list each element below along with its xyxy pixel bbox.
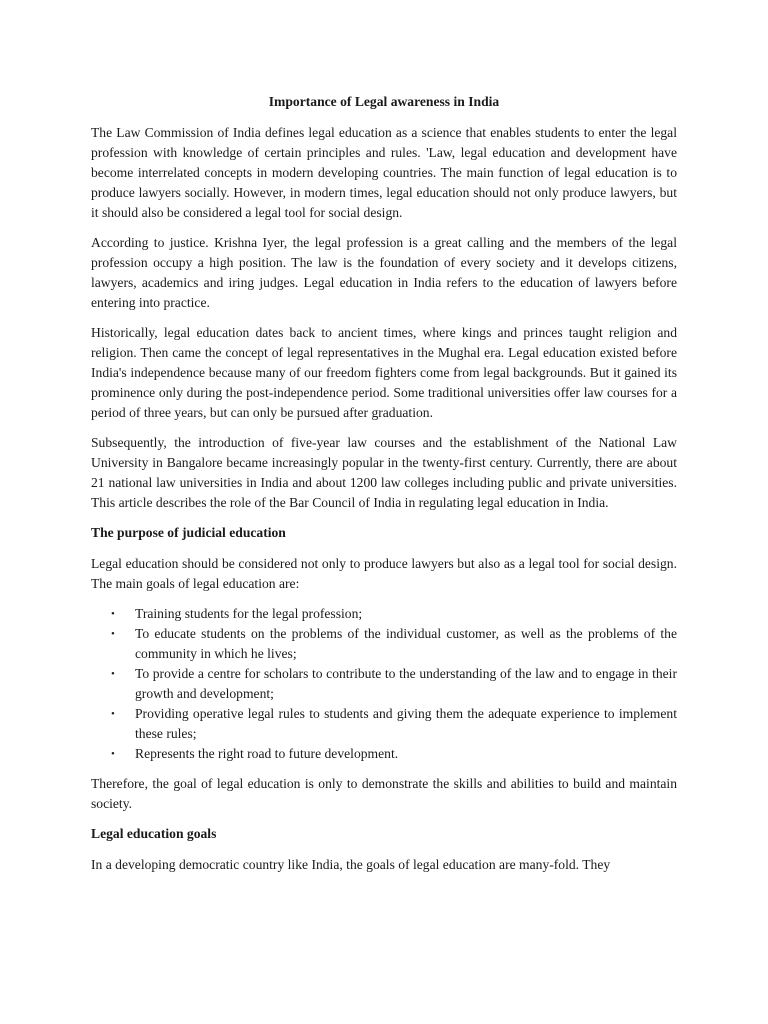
list-item <box>91 624 677 664</box>
bullet-icon: • <box>111 608 115 620</box>
list-item-text: Represents the right road to future development. <box>135 746 399 761</box>
goals-bullet-list <box>91 604 677 764</box>
document-title: Importance of Legal awareness in India <box>268 94 500 109</box>
list-item-text: To provide a centre for scholars to contribute to the understanding of the law and to engage in their growth and development; <box>135 666 677 701</box>
bullet-icon: • <box>111 708 115 720</box>
section-heading-purpose: The purpose of judicial education <box>91 525 286 540</box>
paragraph-goals-intro: In a developing democratic country like India, the goals of legal education are many-fold. They <box>91 857 611 872</box>
list-item <box>91 704 677 744</box>
list-item-text: Providing operative legal rules to students and giving them the adequate experience to implement these rules; <box>135 706 677 741</box>
paragraph-krishna-iyer: According to justice. Krishna Iyer, the legal profession is a great calling and the members of the legal profession occupy a high position. The law is the foundation of every society and it develops citizens, lawyers, academics and iring judges. Legal education in India refers to the education of lawyers before entering into practice. <box>91 235 677 310</box>
paragraph-national-law-universities: Subsequently, the introduction of five-year law courses and the establishment of the National Law University in Bangalore became increasingly popular in the twenty-first century. Currently, there are about 21 national law universities in India and about 1200 law colleges including public and private universities. This article describes the role of the Bar Council of India in regulating legal education in India. <box>91 435 677 510</box>
bullet-icon: • <box>111 668 115 680</box>
paragraph-history: Historically, legal education dates back to ancient times, where kings and princes taught religion and religion. Then came the concept of legal representatives in the Mughal era. Legal education existed before India's independence because many of our freedom fighters come from legal backgrounds. But it gained its prominence only during the post-independence period. Some traditional universities offer law courses for a period of three years, but can only be pursued after graduation. <box>91 325 677 420</box>
list-item-text: Training students for the legal profession; <box>135 606 363 621</box>
paragraph-purpose-intro: Legal education should be considered not only to produce lawyers but also as a legal tool for social design. The main goals of legal education are: <box>91 556 677 591</box>
section-heading-goals: Legal education goals <box>91 826 217 841</box>
bullet-icon: • <box>111 748 115 760</box>
bullet-icon: • <box>111 628 115 640</box>
paragraph-law-commission: The Law Commission of India defines legal education as a science that enables students to enter the legal profession with knowledge of certain principles and rules. 'Law, legal education and development have become interrelated concepts in modern developing countries. The main function of legal education is to produce lawyers socially. However, in modern times, legal education should not only produce lawyers, but it should also be considered a legal tool for social design. <box>91 125 677 220</box>
list-item <box>91 664 677 704</box>
document-page <box>91 92 677 885</box>
list-item <box>91 604 677 624</box>
list-item-text: To educate students on the problems of the individual customer, as well as the problems of the community in which he lives; <box>135 626 677 661</box>
paragraph-purpose-conclusion: Therefore, the goal of legal education is only to demonstrate the skills and abilities to build and maintain society. <box>91 776 677 811</box>
list-item <box>91 744 677 764</box>
